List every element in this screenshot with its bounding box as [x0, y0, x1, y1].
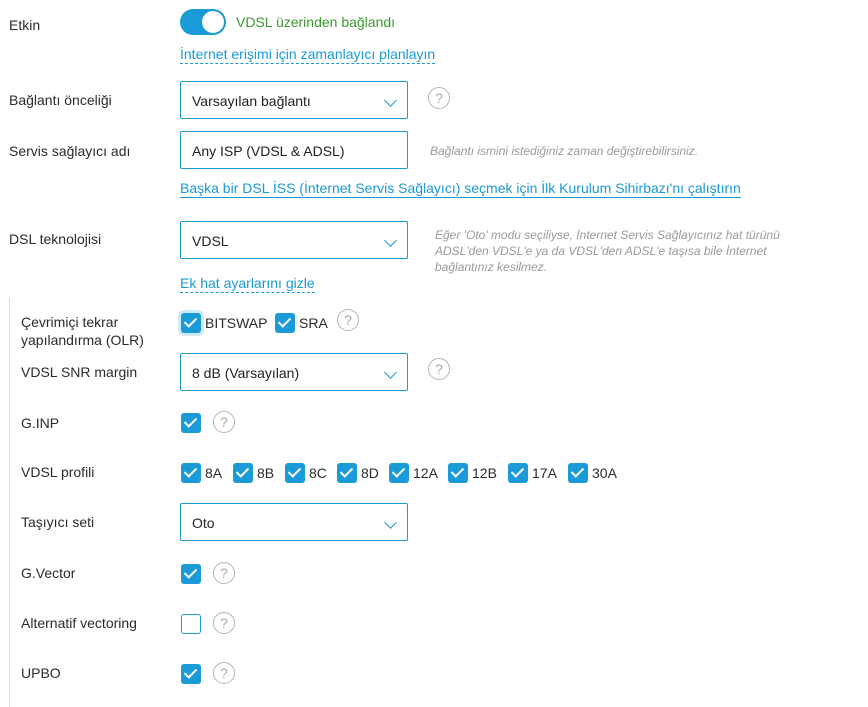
- dsl-tech-select[interactable]: [180, 221, 408, 259]
- profile-17a-checkbox[interactable]: [508, 463, 528, 483]
- profile-8d-checkbox[interactable]: [337, 463, 357, 483]
- snr-select[interactable]: [180, 353, 408, 391]
- help-icon[interactable]: ?: [428, 87, 450, 109]
- enabled-label: Etkin: [9, 17, 41, 33]
- priority-label: Bağlantı önceliği: [9, 92, 112, 108]
- schedule-link[interactable]: İnternet erişimi için zamanlayıcı planlayın: [180, 46, 436, 62]
- help-icon[interactable]: ?: [213, 562, 235, 584]
- dsl-hint-line1: Eğer 'Oto' modu seçiliyse, İnternet Servis Sağlayıcınız hat türünü: [435, 228, 780, 242]
- bitswap-label: BITSWAP: [205, 315, 268, 331]
- profile-30a-checkbox[interactable]: [568, 463, 588, 483]
- profile-30a-label: 30A: [592, 465, 617, 481]
- gvector-checkbox[interactable]: [181, 564, 201, 584]
- profile-8a-checkbox[interactable]: [181, 463, 201, 483]
- help-icon[interactable]: ?: [337, 309, 359, 331]
- priority-value: Varsayılan bağlantı: [192, 93, 311, 109]
- sra-label: SRA: [299, 315, 328, 331]
- bitswap-checkbox[interactable]: [181, 313, 201, 333]
- connection-status: VDSL üzerinden bağlandı: [236, 14, 396, 30]
- chevron-down-icon: [384, 94, 397, 107]
- help-icon[interactable]: ?: [213, 411, 235, 433]
- alt-vectoring-label: Alternatif vectoring: [21, 615, 137, 631]
- profile-8c-label: 8C: [309, 465, 327, 481]
- profile-12a-label: 12A: [413, 465, 438, 481]
- carrier-value: Oto: [192, 515, 215, 531]
- ginp-label: G.INP: [21, 415, 60, 431]
- enabled-toggle[interactable]: [180, 9, 226, 35]
- profile-12b-label: 12B: [472, 465, 497, 481]
- carrier-label: Taşıyıcı seti: [21, 514, 95, 530]
- profile-8c-checkbox[interactable]: [285, 463, 305, 483]
- profile-12a-checkbox[interactable]: [389, 463, 409, 483]
- upbo-label: UPBO: [21, 665, 61, 681]
- profile-8d-label: 8D: [361, 465, 379, 481]
- isp-value: Any ISP (VDSL & ADSL): [192, 143, 345, 159]
- section-divider: [9, 298, 10, 707]
- profile-8a-label: 8A: [205, 465, 223, 481]
- gvector-label: G.Vector: [21, 565, 76, 581]
- dsl-hint-line2: ADSL'den VDSL'e ya da VDSL'den ADSL'e taşısa bile İnternet: [435, 244, 767, 258]
- carrier-select[interactable]: [180, 503, 408, 541]
- profile-8b-label: 8B: [257, 465, 275, 481]
- help-icon[interactable]: ?: [213, 612, 235, 634]
- profile-label: VDSL profili: [21, 464, 95, 480]
- alt-vectoring-checkbox[interactable]: [181, 614, 201, 634]
- isp-label: Servis sağlayıcı adı: [9, 143, 131, 159]
- profile-8b-checkbox[interactable]: [233, 463, 253, 483]
- hide-line-settings-link[interactable]: Ek hat ayarlarını gizle: [180, 275, 315, 291]
- help-icon[interactable]: ?: [213, 662, 235, 684]
- isp-name-input[interactable]: [180, 131, 408, 169]
- snr-value: 8 dB (Varsayılan): [192, 365, 300, 381]
- upbo-checkbox[interactable]: [181, 664, 201, 684]
- dsl-hint-line3: bağlantınız kesilmez.: [435, 260, 548, 274]
- profile-12b-checkbox[interactable]: [448, 463, 468, 483]
- toggle-knob: [202, 11, 224, 33]
- dsl-tech-value: VDSL: [192, 233, 229, 249]
- sra-checkbox[interactable]: [275, 313, 295, 333]
- snr-label: VDSL SNR margin: [21, 364, 138, 380]
- ginp-checkbox[interactable]: [181, 413, 201, 433]
- priority-select[interactable]: [180, 81, 408, 119]
- chevron-down-icon: [384, 516, 397, 529]
- olr-label-line2: yapılandırma (OLR): [21, 332, 144, 348]
- dsl-tech-label: DSL teknolojisi: [9, 231, 102, 247]
- profile-17a-label: 17A: [532, 465, 557, 481]
- chevron-down-icon: [384, 234, 397, 247]
- chevron-down-icon: [384, 366, 397, 379]
- isp-hint: Bağlantı ismini istediğiniz zaman değiştirebilirsiniz.: [430, 144, 699, 158]
- help-icon[interactable]: ?: [428, 358, 450, 380]
- wizard-link[interactable]: Başka bir DSL İSS (İnternet Servis Sağlayıcı) seçmek için İlk Kurulum Sihirbazı'nı çalıştırın: [180, 180, 741, 196]
- olr-label-line1: Çevrimiçi tekrar: [21, 314, 119, 330]
